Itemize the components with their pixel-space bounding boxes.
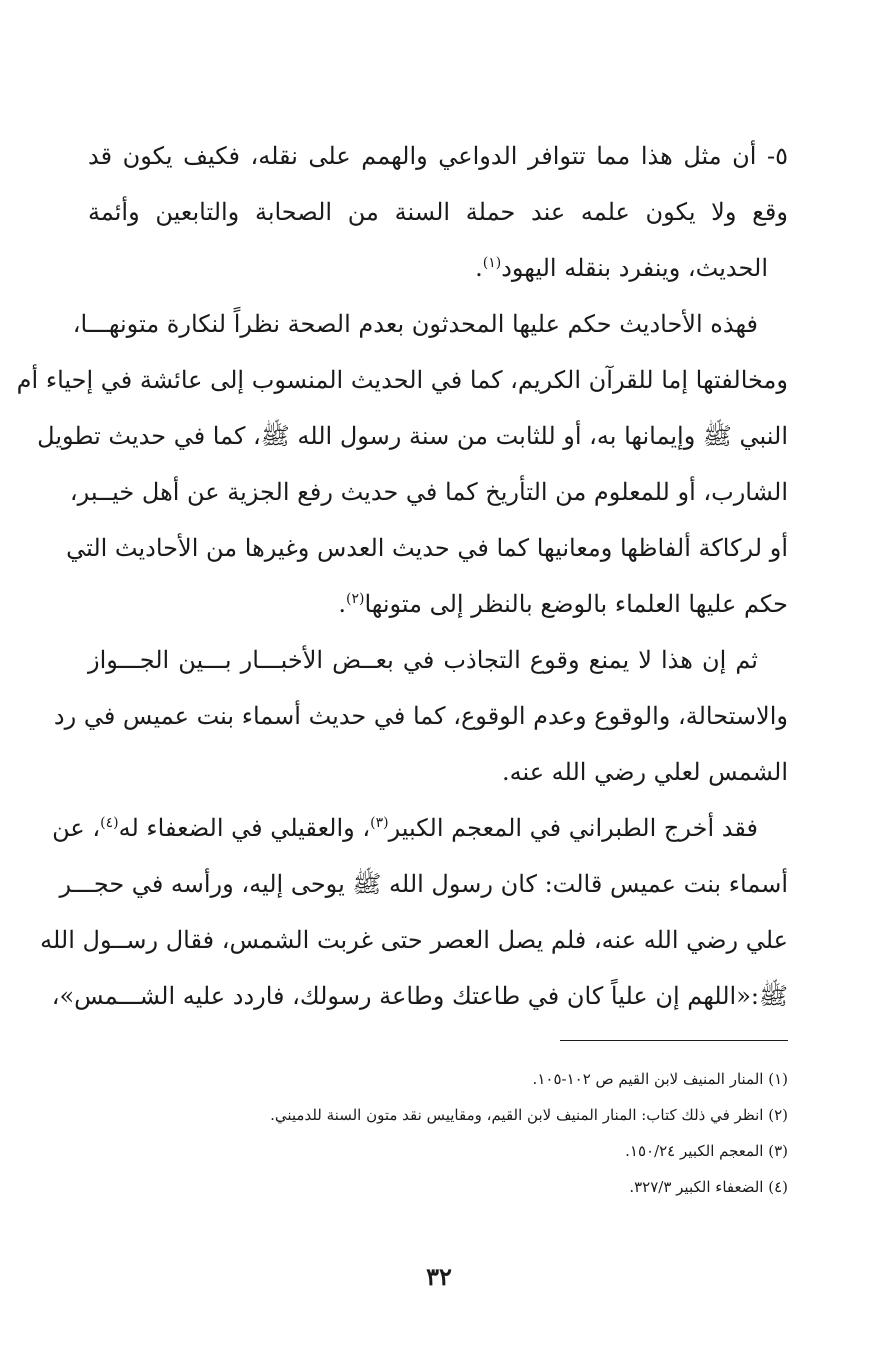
para-3-line-2: أسماء بنت عميس قالت: كان رسول الله ﷺ يوحى إليه، ورأسه في حجـــر (59, 870, 788, 898)
item-5-line-1: ٥- أن مثل هذا مما تتوافر الدواعي والهمم على نقله، فكيف يكون قد (88, 142, 788, 170)
para-1-line-6-text: حكم عليها العلماء بالوضع بالنظر إلى متونها (364, 590, 788, 618)
footnote-ref-2: (٢) (345, 591, 365, 607)
para-3-line-1-a: فقد أخرج الطبراني في المعجم الكبير (388, 814, 758, 842)
footnote-separator (560, 1040, 788, 1041)
page-number: ٣٢ (426, 1262, 452, 1291)
para-1-line-3: النبي ﷺ وإيمانها به، أو للثابت من سنة رسول الله ﷺ، كما في حديث تطويل (37, 422, 788, 450)
para-3-line-4: ﷺ:«اللهم إن علياً كان في طاعتك وطاعة رسولك، فاردد عليه الشـــمس»، (51, 982, 788, 1010)
para-2-line-1: ثم إن هذا لا يمنع وقوع التجاذب في بعــض الأخبـــار بـــين الجـــواز (88, 646, 758, 674)
footnote-2: (٢) انظر في ذلك كتاب: المنار المنيف لابن القيم، ومقاييس نقد متون السنة للدميني. (270, 1106, 788, 1124)
item-5-line-3 (68, 240, 768, 296)
item-5-line-3-end: . (475, 254, 483, 282)
footnote-3: (٣) المعجم الكبير ١٥٠/٢٤. (625, 1142, 788, 1160)
para-3-line-1 (52, 800, 758, 856)
para-3-line-3: علي رضي الله عنه، فلم يصل العصر حتى غربت الشمس، فقال رســول الله (40, 926, 788, 954)
para-1-line-6-end: . (338, 590, 346, 618)
para-1-line-6 (88, 576, 788, 632)
para-3-line-1-c: ، عن (52, 814, 101, 842)
item-5-line-3-text: الحديث، وينفرد بنقله اليهود (501, 254, 768, 282)
footnote-ref-1: (١) (482, 255, 502, 271)
footnote-ref-3: (٣) (370, 815, 389, 831)
footnote-1: (١) المنار المنيف لابن القيم ص ١٠٢-١٠٥. (532, 1070, 788, 1088)
para-1-line-4: الشارب، أو للمعلوم من التأريخ كما في حديث رفع الجزية عن أهل خيــبر، (69, 478, 788, 506)
item-5-line-2: وقع ولا يكون علمه عند حملة السنة من الصحابة والتابعين وأئمة (88, 198, 788, 226)
para-3-line-1-b: ، والعقيلي في الضعفاء له (118, 814, 371, 842)
para-2-line-2: والاستحالة، والوقوع وعدم الوقوع، كما في حديث أسماء بنت عميس في رد (53, 702, 788, 730)
footnote-ref-4: (٤) (100, 815, 119, 831)
para-1-line-1: فهذه الأحاديث حكم عليها المحدثون بعدم الصحة نظراً لنكارة متونهـــا، (72, 310, 758, 338)
footnote-4: (٤) الضعفاء الكبير ٣٢٧/٣. (629, 1178, 788, 1196)
para-1-line-2: ومخالفتها إما للقرآن الكريم، كما في الحديث المنسوب إلى عائشة في إحياء أم (16, 366, 788, 394)
para-1-line-5: أو لركاكة ألفاظها ومعانيها كما في حديث العدس وغيرها من الأحاديث التي (66, 534, 788, 562)
para-2-line-3: الشمس لعلي رضي الله عنه. (501, 758, 788, 786)
